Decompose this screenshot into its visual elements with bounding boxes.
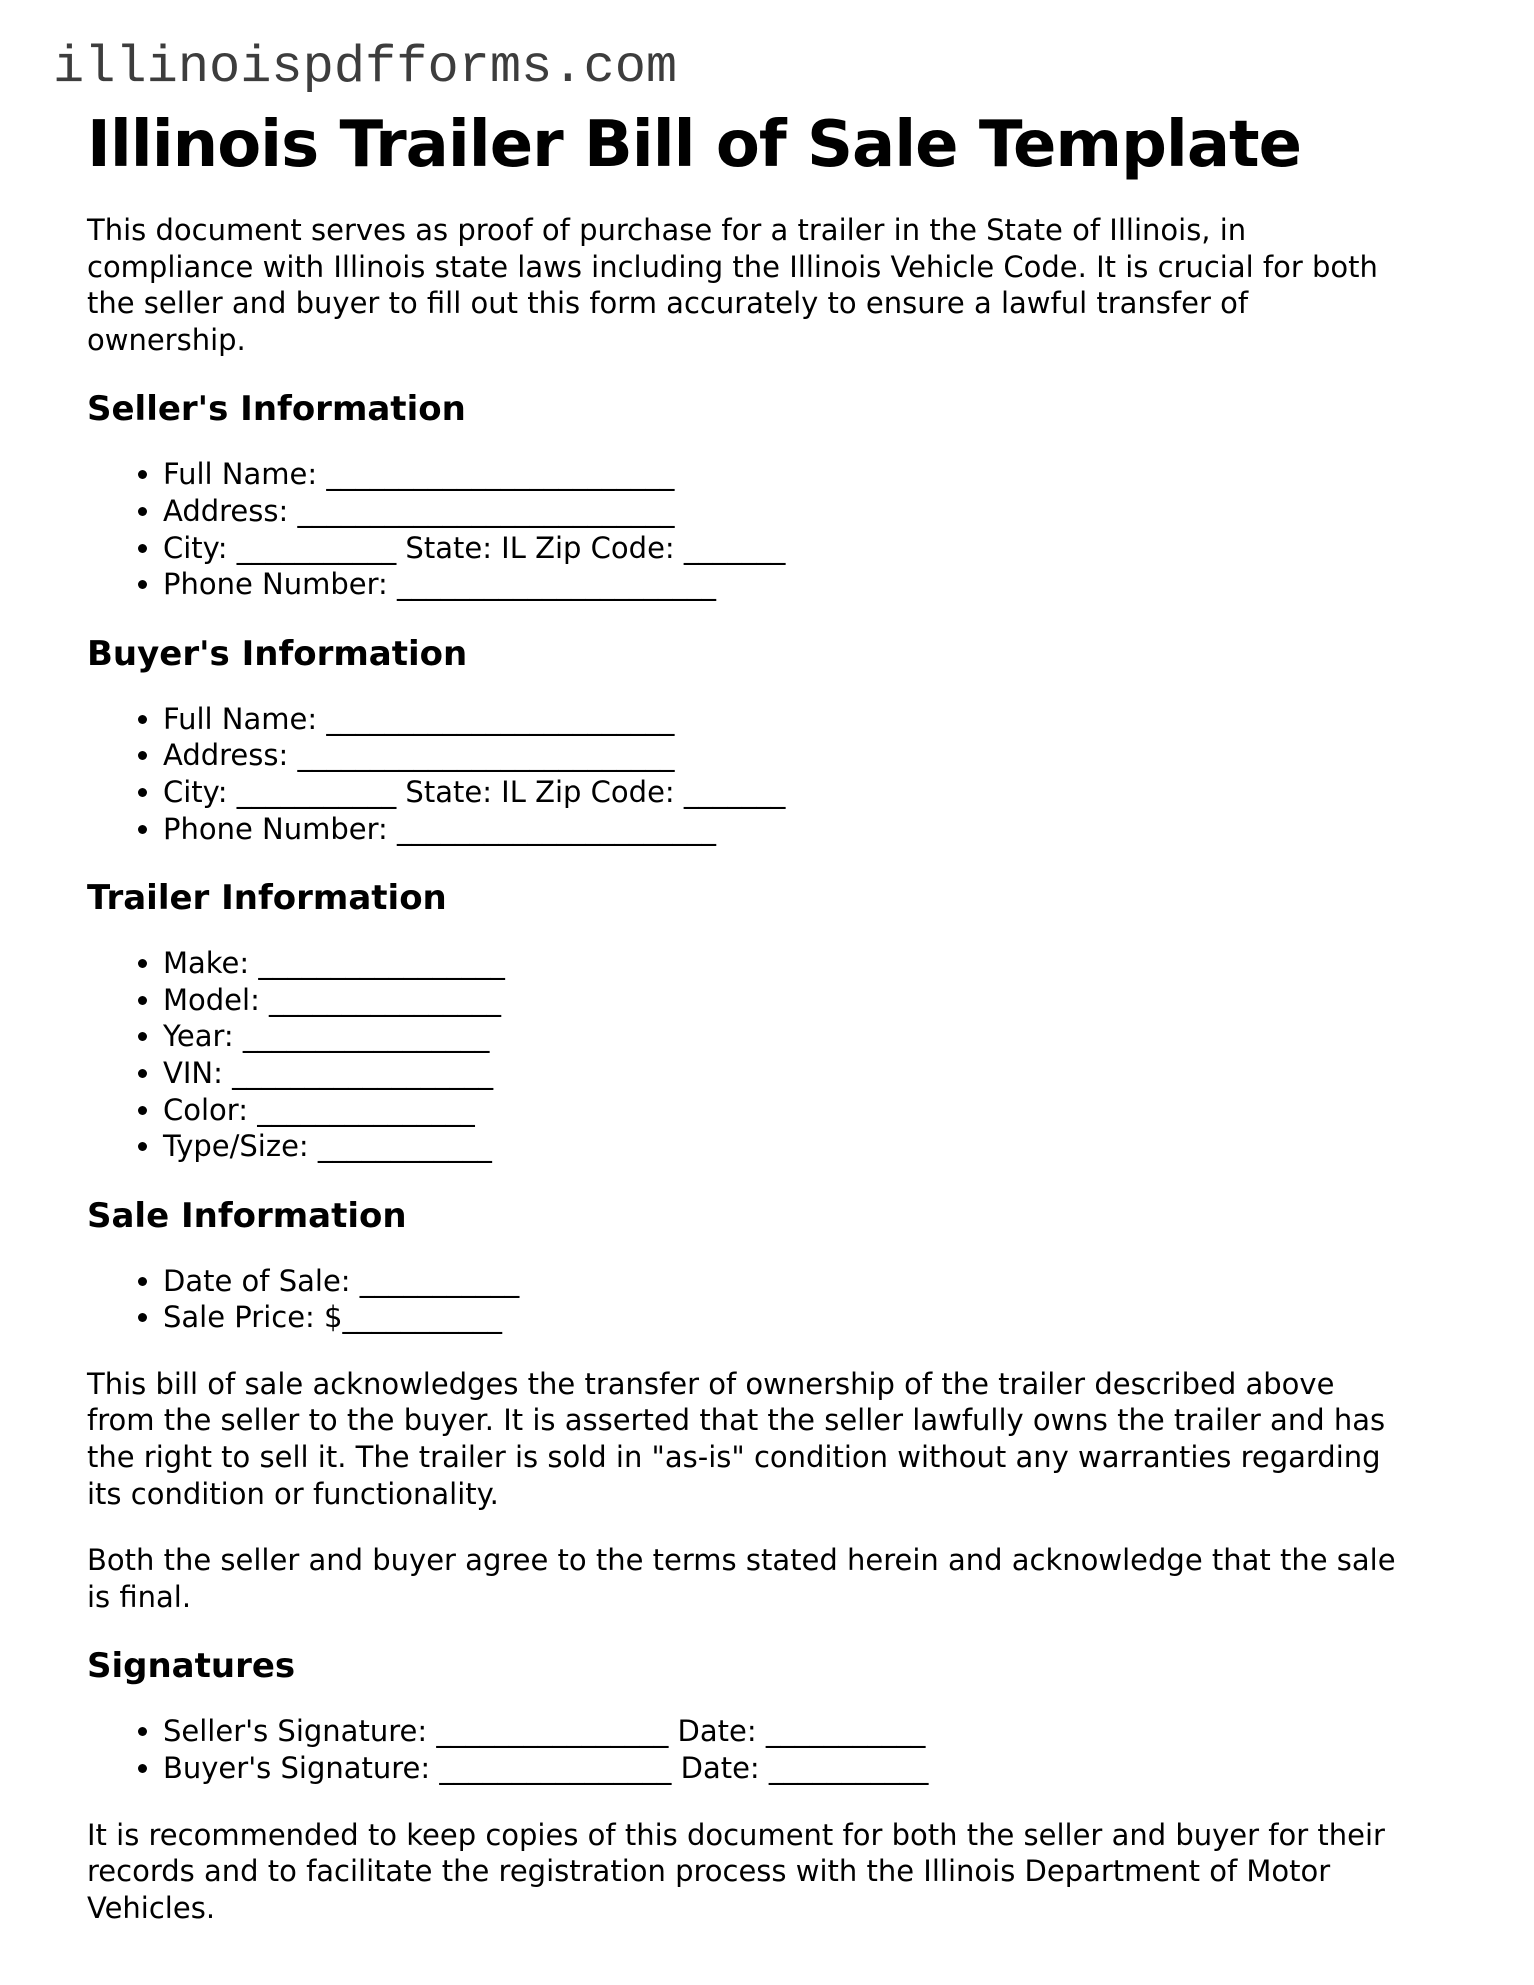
recommendation-line: records and to facilitate the registration process with the Illinois Department of Motor (87, 1854, 1331, 1889)
agreement-line: is final. (87, 1579, 192, 1614)
field-seller-phone: • Phone Number: ______________________ (163, 566, 1447, 603)
recommendation-line: It is recommended to keep copies of this document for both the seller and buyer for their (87, 1817, 1385, 1852)
field-sale-price: • Sale Price: $___________ (163, 1299, 1447, 1336)
field-trailer-vin: • VIN: __________________ (163, 1055, 1447, 1092)
trailer-info-list (87, 945, 1447, 1165)
section-heading-trailer: Trailer Information (87, 878, 447, 919)
field-trailer-type-size: • Type/Size: ____________ (163, 1128, 1447, 1165)
acknowledgement-line: from the seller to the buyer. It is asserted that the seller lawfully owns the trailer and has (87, 1403, 1386, 1438)
acknowledgement-paragraph (87, 1366, 1447, 1512)
buyer-info-list (87, 701, 1447, 847)
section-heading-sale: Sale Information (87, 1195, 407, 1236)
section-heading-buyer: Buyer's Information (87, 633, 468, 674)
field-seller-address: • Address: __________________________ (163, 493, 1447, 530)
intro-line: the seller and buyer to fill out this form accurately to ensure a lawful transfer of (87, 286, 1249, 321)
acknowledgement-line: its condition or functionality. (87, 1476, 499, 1511)
field-buyer-full-name: • Full Name: ________________________ (163, 701, 1447, 738)
intro-line: compliance with Illinois state laws including the Illinois Vehicle Code. It is crucial for both (87, 249, 1378, 284)
page-title: Illinois Trailer Bill of Sale Template (87, 108, 1302, 182)
site-header: illinoispdfforms.com (53, 38, 678, 97)
field-buyer-city-state-zip: • City: ___________ State: IL Zip Code: _______ (163, 774, 1447, 811)
agreement-line: Both the seller and buyer agree to the terms stated herein and acknowledge that the sale (87, 1543, 1396, 1578)
field-date-of-sale: • Date of Sale: ___________ (163, 1263, 1447, 1300)
intro-line: This document serves as proof of purchase for a trailer in the State of Illinois, in (87, 213, 1247, 247)
signatures-list (87, 1713, 1447, 1786)
recommendation-line: Vehicles. (87, 1890, 216, 1925)
acknowledgement-line: This bill of sale acknowledges the transfer of ownership of the trailer described above (87, 1366, 1335, 1401)
intro-paragraph (87, 212, 1447, 358)
sale-info-list (87, 1263, 1447, 1336)
field-buyer-address: • Address: __________________________ (163, 737, 1447, 774)
section-heading-signatures: Signatures (87, 1646, 296, 1687)
field-trailer-make: • Make: _________________ (163, 945, 1447, 982)
field-buyer-signature-date: • Buyer's Signature: ________________ Date: ___________ (163, 1750, 1447, 1787)
field-trailer-model: • Model: ________________ (163, 982, 1447, 1019)
field-buyer-phone: • Phone Number: ______________________ (163, 811, 1447, 848)
seller-info-list (87, 456, 1447, 602)
field-seller-full-name: • Full Name: ________________________ (163, 456, 1447, 493)
intro-line: ownership. (87, 322, 246, 357)
field-trailer-year: • Year: _________________ (163, 1018, 1447, 1055)
field-seller-signature-date: • Seller's Signature: ________________ Date: ___________ (163, 1713, 1447, 1750)
acknowledgement-line: the right to sell it. The trailer is sold in "as-is" condition without any warranties regarding (87, 1440, 1381, 1475)
recommendation-paragraph (87, 1817, 1447, 1927)
field-trailer-color: • Color: _______________ (163, 1092, 1447, 1129)
section-heading-seller: Seller's Information (87, 389, 466, 430)
agreement-paragraph (87, 1542, 1447, 1615)
field-seller-city-state-zip: • City: ___________ State: IL Zip Code: _______ (163, 530, 1447, 567)
